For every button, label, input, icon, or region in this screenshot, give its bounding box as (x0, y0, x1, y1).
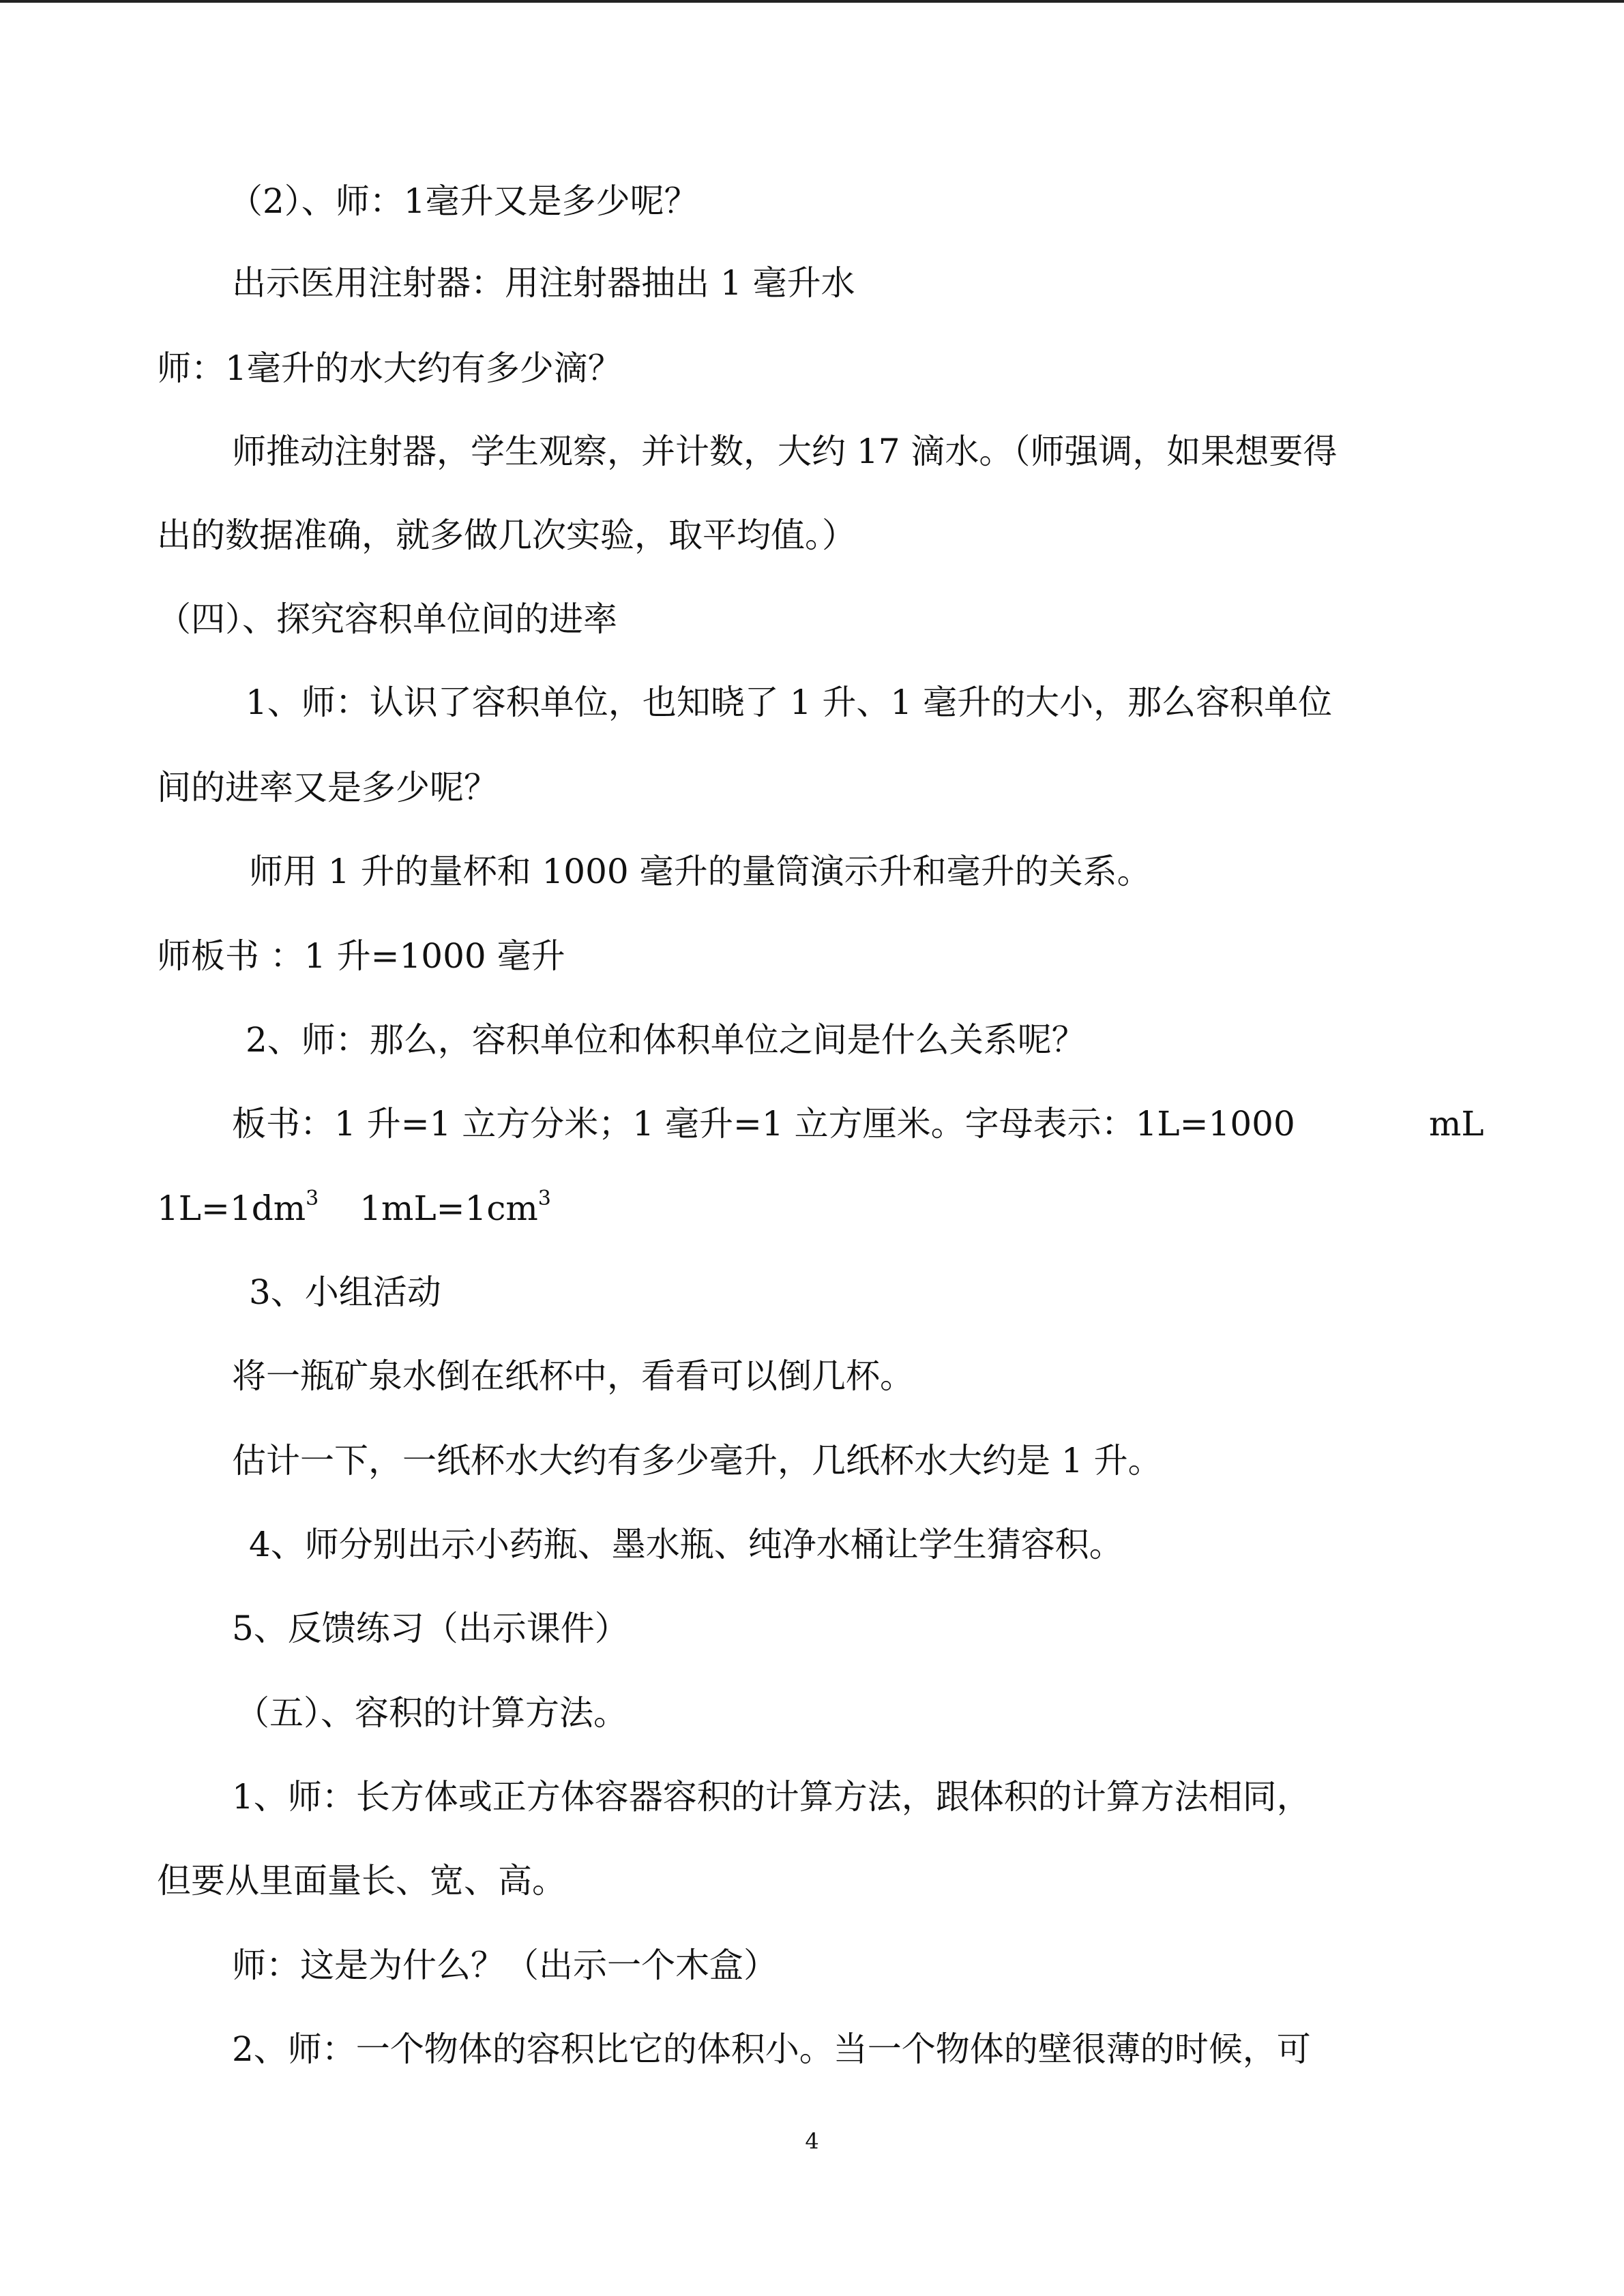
text-line-22: 师：这是为什么？（出示一个木盒） (232, 1945, 778, 1985)
text-line-20: 1、师：长方体或正方体容器容积的计算方法，跟体积的计算方法相同， (232, 1777, 1311, 1817)
text-line-16: 估计一下，一纸杯水大约有多少毫升，几纸杯水大约是 1 升。 (232, 1441, 1162, 1480)
text-line-7: 1、师：认识了容积单位，也知晓了 1 升、1 毫升的大小，那么容积单位 (246, 683, 1333, 722)
text-line-17: 4、师分别出示小药瓶、墨水瓶、纯净水桶让学生猜容积。 (249, 1525, 1123, 1564)
text-line-8: 间的进率又是多少呢？ (157, 768, 498, 807)
text-line-12 (232, 1097, 1596, 1151)
superscript-3: 3 (306, 1187, 319, 1210)
text-line-11: 2、师：那么，容积单位和体积单位之间是什么关系呢？ (246, 1020, 1086, 1060)
page-number: 4 (805, 2128, 819, 2154)
board-writing-text: 板书：1 升=1 立方分米；1 毫升=1 立方厘米。字母表示：1L=1000 (232, 1104, 1295, 1144)
formula-1ml-1cm: 1mL=1cm (359, 1189, 538, 1228)
text-line-3: 师：1毫升的水大约有多少滴？ (157, 348, 622, 388)
formula-1l-1dm: 1L=1dm (157, 1189, 306, 1228)
text-line-21: 但要从里面量长、宽、高。 (157, 1861, 566, 1900)
text-line-23: 2、师：一个物体的容积比它的体积小。当一个物体的壁很薄的时候，可 (232, 2029, 1311, 2069)
text-line-13 (157, 1181, 1521, 1236)
text-line-4: 师推动注射器，学生观察，并计数，大约 17 滴水。（师强调，如果想要得 (232, 432, 1338, 471)
superscript-3: 3 (537, 1187, 551, 1210)
text-line-5: 出的数据准确，就多做几次实验，取平均值。） (157, 516, 856, 555)
top-border-rule (0, 0, 1624, 3)
unit-ml-text: mL (1429, 1104, 1484, 1144)
section-heading-4: （四）、探究容积单位间的进率 (157, 599, 617, 639)
text-line-15: 将一瓶矿泉水倒在纸杯中，看看可以倒几杯。 (232, 1356, 914, 1396)
text-line-1: （2）、师：1毫升又是多少呢？ (228, 181, 698, 221)
text-line-9: 师用 1 升的量杯和 1000 毫升的量筒演示升和毫升的关系。 (249, 852, 1151, 891)
section-heading-5: （五）、容积的计算方法。 (235, 1693, 628, 1733)
text-line-2: 出示医用注射器：用注射器抽出 1 毫升水 (232, 263, 855, 303)
text-line-18: 5、反馈练习（出示课件） (232, 1609, 629, 1648)
text-line-14: 3、小组活动 (249, 1272, 441, 1312)
text-line-10: 师板书 ：1 升=1000 毫升 (157, 936, 565, 976)
